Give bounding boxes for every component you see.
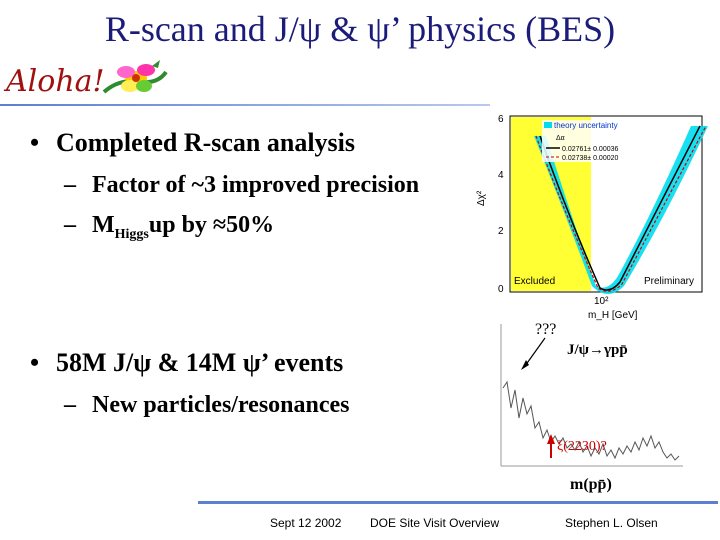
- subbullet-precision: [64, 172, 419, 199]
- bullet-marker: •: [30, 128, 40, 157]
- decay-label: J/ψ→γpp̄: [567, 342, 628, 358]
- legend-line2: 0.02738± 0.00020: [562, 155, 619, 162]
- footer-date: Sept 12 2002: [270, 516, 342, 530]
- mass-spectrum-plot: [487, 318, 687, 481]
- bullet-rscan: [30, 128, 355, 158]
- xi-label: ξ(2230)?: [557, 439, 607, 454]
- excluded-label: Excluded: [514, 276, 556, 287]
- footer-event: DOE Site Visit Overview: [370, 516, 500, 530]
- subbullet-resonances: [64, 392, 350, 419]
- bullet-marker: •: [30, 348, 40, 377]
- subbullet-text: Factor of ~3 improved precision: [92, 172, 420, 198]
- subbullet-higgs: [64, 212, 274, 243]
- ytick-0: 0: [498, 284, 504, 295]
- higgs-symbol: M: [92, 212, 115, 238]
- higgs-chi2-plot: [476, 106, 716, 327]
- dash-marker: –: [64, 212, 76, 238]
- preliminary-label: Preliminary: [644, 276, 695, 287]
- footer-author: Stephen L. Olsen: [565, 516, 658, 530]
- bullet-events: [30, 348, 343, 378]
- subbullet-text: up by ≈50%: [148, 212, 275, 238]
- dash-marker: –: [64, 392, 76, 418]
- xi-arrow-icon: [547, 434, 555, 444]
- legend-line1: 0.02761± 0.00036: [562, 146, 619, 153]
- dash-marker: –: [64, 172, 76, 198]
- ytick-2: 2: [498, 226, 504, 237]
- legend-alpha: Δα: [556, 135, 565, 142]
- aloha-logo: Aloha!: [6, 64, 105, 99]
- page-title: R-scan and J/ψ & ψ’ physics (BES): [104, 9, 616, 49]
- subbullet-text: New particles/resonances: [92, 392, 350, 418]
- hibiscus-flower-icon: [100, 58, 170, 107]
- question-marks: ???: [535, 321, 557, 338]
- higgs-subscript: Higgs: [114, 226, 149, 242]
- mass-axis-label: m(pp̄): [570, 476, 612, 493]
- bullet-text: 58M J/ψ & 14M ψ’ events: [56, 348, 344, 377]
- title-divider: [0, 104, 490, 106]
- ytick-6: 6: [498, 114, 504, 125]
- footer-divider: [198, 501, 718, 504]
- ytick-4: 4: [498, 170, 504, 181]
- bullet-text: Completed R-scan analysis: [56, 128, 356, 157]
- x-axis-label: m_H [GeV]: [588, 310, 638, 321]
- legend-title: theory uncertainty: [554, 121, 618, 130]
- y-axis-label: Δχ²: [476, 190, 487, 206]
- x-tick: 10²: [594, 296, 609, 307]
